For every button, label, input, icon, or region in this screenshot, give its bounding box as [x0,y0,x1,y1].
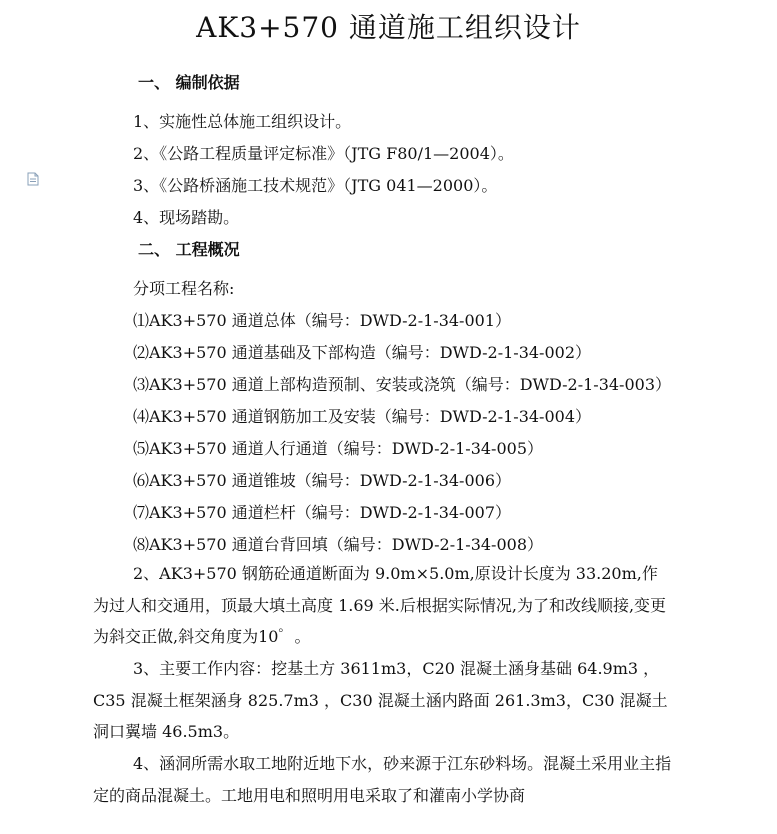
document-icon[interactable] [26,172,40,186]
paragraph-work-content: 3、主要工作内容：挖基土方 3611m3，C20 混凝土涵身基础 64.9m3 ，C35 混凝土框架涵身 825.7m3 ，C30 混凝土涵内路面 261.3m3，C30 混凝土洞口翼墙 46.5m3。 [93,659,668,741]
basis-item: 1、实施性总体施工组织设计。 [133,112,352,131]
sub-project-item: ⑶AK3+570 通道上部构造预制、安装或浇筑（编号：DWD-2-1-34-003） [133,375,672,394]
sub-project-item: ⑹AK3+570 通道锥坡（编号：DWD-2-1-34-006） [133,471,512,490]
paragraph-cross-section: 2、AK3+570 钢筋砼通道断面为 9.0m×5.0m,原设计长度为 33.20m,作为过人和交通用，顶最大填土高度 1.69 米.后根据实际情况,为了和改线顺接,变更为斜交正做,斜交角度为10゜。 [93,564,667,646]
basis-item: 4、现场踏勘。 [133,208,240,227]
sub-project-item: ⑵AK3+570 通道基础及下部构造（编号：DWD-2-1-34-002） [133,343,592,362]
basis-item: 2、《公路工程质量评定标准》（JTG F80/1—2004）。 [133,144,514,163]
sub-project-item: ⑸AK3+570 通道人行通道（编号：DWD-2-1-34-005） [133,439,544,458]
sub-project-item: ⑻AK3+570 通道台背回填（编号：DWD-2-1-34-008） [133,535,544,554]
sub-project-label: 分项工程名称: [133,279,235,298]
sub-project-item: ⑷AK3+570 通道钢筋加工及安装（编号：DWD-2-1-34-004） [133,407,592,426]
section-heading-overview: 二、 工程概况 [138,240,240,259]
paragraph-materials: 4、涵洞所需水取工地附近地下水，砂来源于江东砂料场。混凝土采用业主指定的商品混凝土。工地用电和照明用电采取了和灌南小学协商 [93,754,672,805]
document-title: AK3+570 通道施工组织设计 [196,11,581,44]
sub-project-item: ⑺AK3+570 通道栏杆（编号：DWD-2-1-34-007） [133,503,512,522]
section-heading-basis: 一、 编制依据 [138,73,240,92]
sub-project-item: ⑴AK3+570 通道总体（编号：DWD-2-1-34-001） [133,311,512,330]
basis-item: 3、《公路桥涵施工技术规范》（JTG 041—2000）。 [133,176,498,195]
